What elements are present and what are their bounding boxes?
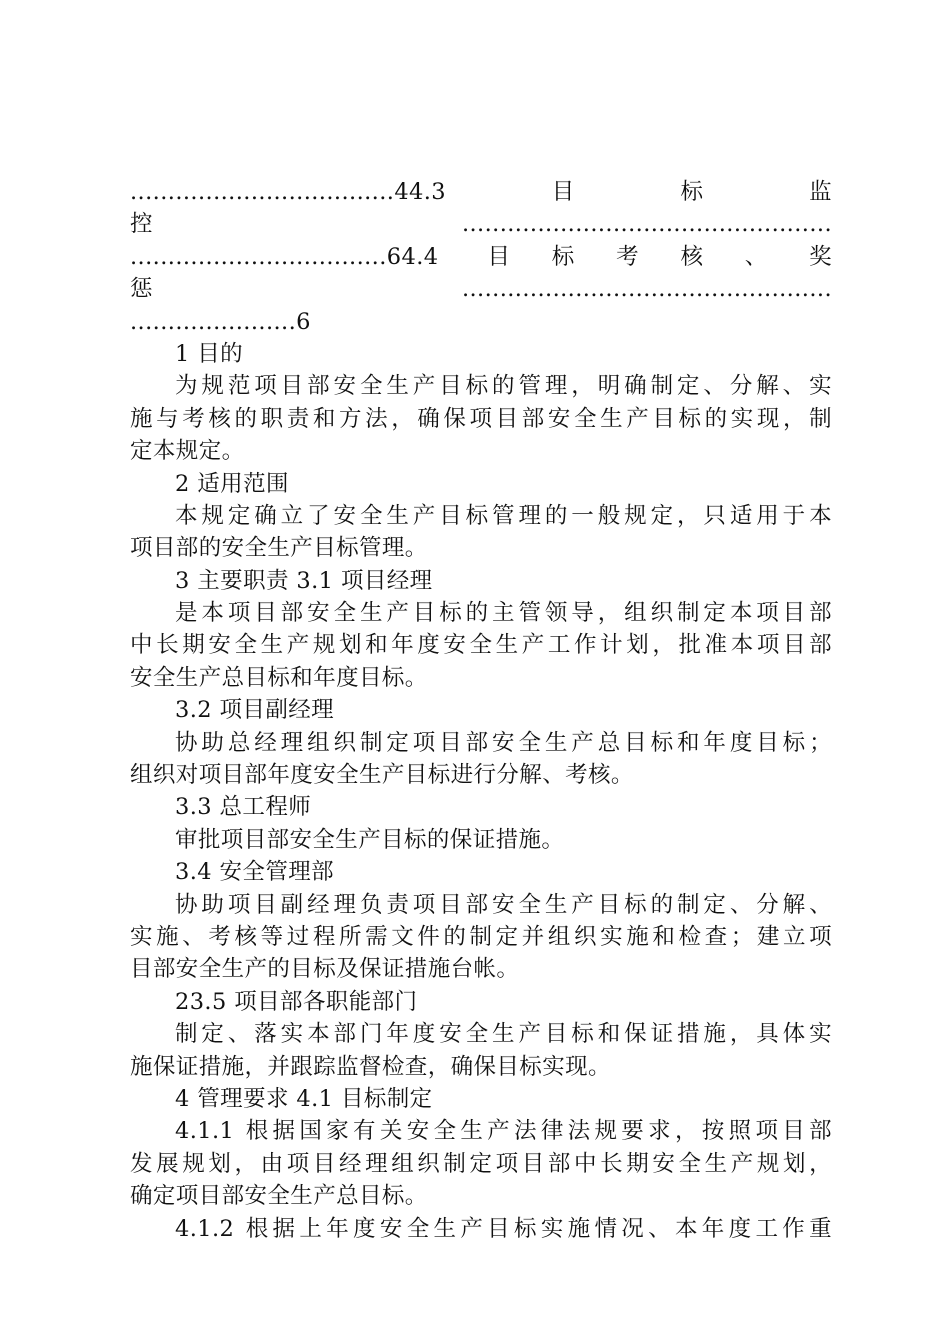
toc-line: 惩................................................. [130, 276, 832, 303]
paragraph-line: 制定、落实本部门年度安全生产目标和保证措施，具体实 [175, 1021, 832, 1048]
paragraph-line: 4.1.2 根据上年度安全生产目标实施情况、本年度工作重 [175, 1215, 832, 1242]
paragraph-line: 协助项目副经理负责项目部安全生产目标的制定、分解、 [175, 891, 832, 918]
paragraph-line: 协助总经理组织制定项目部安全生产总目标和年度目标； [175, 729, 832, 756]
section-heading: 3.3 总工程师 [175, 794, 312, 821]
section-heading: 3.4 安全管理部 [175, 859, 335, 886]
paragraph-line: 4.1.1 根据国家有关安全生产法律法规要求，按照项目部 [175, 1118, 832, 1145]
paragraph-line: 项目部的安全生产目标管理。 [130, 535, 428, 562]
paragraph-line: 施保证措施，并跟踪监督检查，确保目标实现。 [130, 1053, 611, 1080]
paragraph-line: 为规范项目部安全生产目标的管理，明确制定、分解、实 [175, 373, 832, 400]
toc-line: ...................................44.3 目 标 监 [130, 179, 832, 205]
paragraph-line: 组织对项目部年度安全生产目标进行分解、考核。 [130, 762, 634, 789]
paragraph-line: 审批项目部安全生产目标的保证措施。 [175, 826, 565, 853]
paragraph-line: 施与考核的职责和方法，确保项目部安全生产目标的实现，制 [130, 405, 832, 432]
paragraph-line: 本规定确立了安全生产目标管理的一般规定，只适用于本 [175, 502, 832, 529]
document-page [130, 176, 832, 1245]
section-heading: 4 管理要求 4.1 目标制定 [175, 1085, 433, 1112]
section-heading: 3 主要职责 3.1 项目经理 [175, 567, 433, 594]
paragraph-line: 安全生产总目标和年度目标。 [130, 664, 428, 691]
section-heading: 2 适用范围 [175, 470, 289, 497]
paragraph-line: 确定项目部安全生产总目标。 [130, 1183, 428, 1210]
toc-line: 控................................................. [130, 211, 832, 238]
toc-line: ..................................64.4 目标考核、奖 [130, 243, 832, 270]
paragraph-line: 实施、考核等过程所需文件的制定并组织实施和检查；建立项 [130, 923, 832, 950]
section-heading: 3.2 项目副经理 [175, 697, 335, 724]
paragraph-line: 目部安全生产的目标及保证措施台帐。 [130, 956, 520, 983]
paragraph-line: 定本规定。 [130, 438, 245, 465]
section-heading: 1 目的 [175, 340, 244, 367]
toc-line: ......................6 [130, 308, 311, 335]
section-heading: 23.5 项目部各职能部门 [175, 988, 418, 1015]
paragraph-line: 中长期安全生产规划和年度安全生产工作计划，批准本项目部 [130, 632, 832, 659]
paragraph-line: 是本项目部安全生产目标的主管领导，组织制定本项目部 [175, 600, 832, 627]
paragraph-line: 发展规划，由项目经理组织制定项目部中长期安全生产规划， [130, 1150, 832, 1177]
